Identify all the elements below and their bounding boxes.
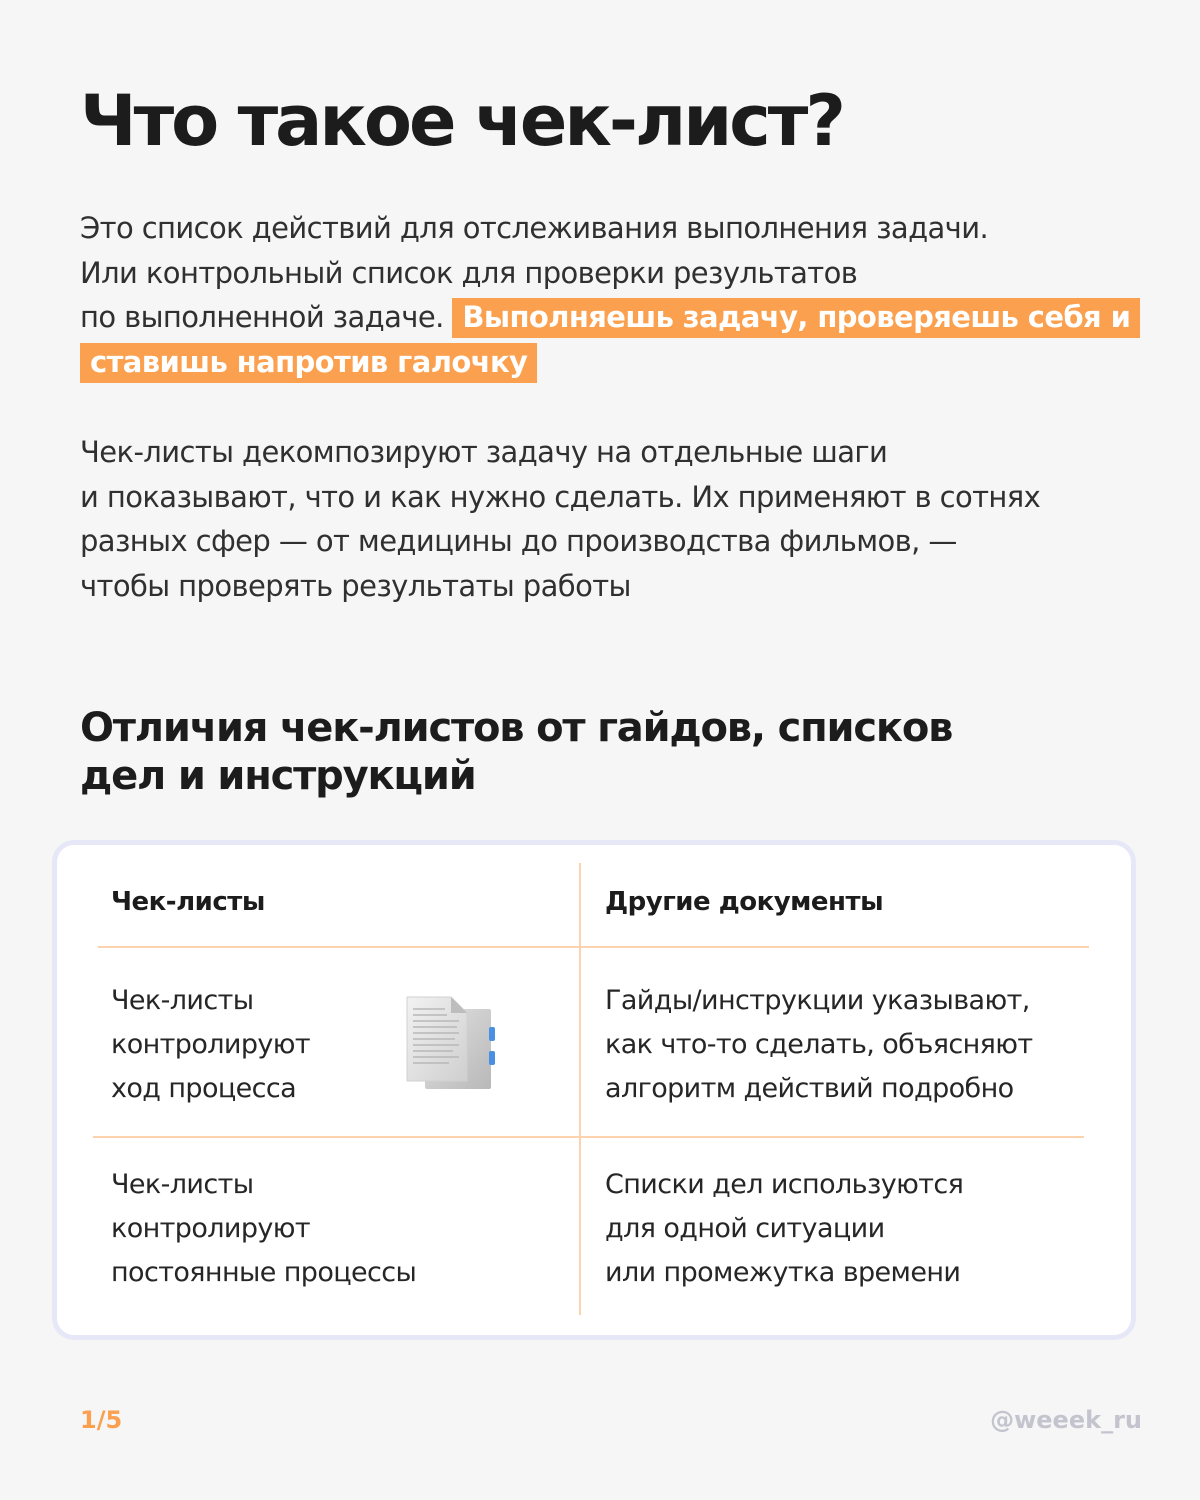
intro-line-3: по выполненной задаче.	[80, 300, 453, 334]
table-cell-row1-left: Чек-листы контролируют ход процесса	[111, 985, 311, 1104]
page-indicator: 1/5	[80, 1406, 123, 1434]
section-title-line-1: Отличия чек-листов от гайдов, списков	[80, 705, 953, 751]
intro-line-2: Или контрольный список для проверки результатов	[80, 255, 858, 290]
intro-line-1: Это список действий для отслеживания выполнения задачи.	[80, 211, 989, 245]
description-line-1: Чек-листы декомпозируют задачу на отдельные шаги	[80, 435, 888, 469]
description-paragraph	[80, 430, 1140, 608]
description-line-4: чтобы проверять результаты работы	[80, 568, 631, 603]
section-title	[80, 704, 1080, 800]
row-divider	[93, 1136, 1084, 1138]
description-line-3: разных сфер — от медицины до производства фильмов, —	[80, 524, 957, 558]
section-title-line-2: дел и инструкций	[80, 753, 476, 799]
column-header-other-docs: Другие документы	[605, 887, 884, 917]
documents-icon	[403, 993, 499, 1093]
header-divider	[98, 946, 1089, 948]
description-line-2: и показывают, что и как нужно сделать. Их применяют в сотнях	[80, 479, 1041, 514]
table-cell-row2-right: Списки дел используются для одной ситуации или промежутка времени	[605, 1169, 964, 1288]
table-cell-row2-left: Чек-листы контролируют постоянные процессы	[111, 1169, 417, 1288]
column-divider	[579, 863, 581, 1315]
column-header-checklists: Чек-листы	[111, 887, 265, 917]
table-cell-row1-right: Гайды/инструкции указывают, как что-то сделать, объясняют алгоритм действий подробно	[605, 985, 1033, 1104]
intro-highlight: Выполняешь задачу, проверяешь себя и ставишь напротив галочку	[80, 298, 1140, 383]
account-handle: @weeek_ru	[990, 1406, 1142, 1434]
intro-paragraph	[80, 206, 1140, 384]
comparison-table	[52, 840, 1136, 1340]
page-title: Что такое чек-лист?	[80, 80, 843, 162]
